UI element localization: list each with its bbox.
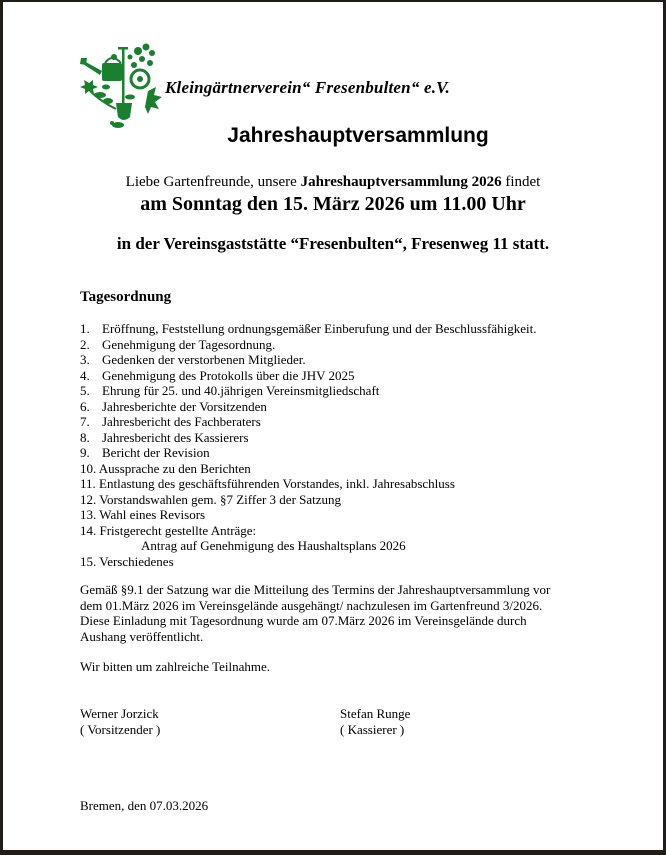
agenda-item [80, 399, 536, 415]
agenda-text: Bericht der Revision [102, 445, 210, 460]
closing-line: Wir bitten um zahlreiche Teilnahme. [80, 659, 271, 674]
agenda-text: Jahresberichte der Vorsitzenden [102, 398, 267, 414]
agenda-text: Genehmigung des Protokolls über die JHV 2025 [102, 367, 355, 383]
signer-name: Stefan Runge [340, 706, 411, 721]
agenda-number: 13. [80, 507, 97, 522]
agenda-number: 1. [80, 321, 90, 336]
agenda-text: Jahresbericht des Fachberaters [102, 414, 261, 429]
agenda-item [80, 383, 536, 399]
agenda-list [80, 321, 536, 569]
agenda-item [80, 492, 536, 508]
signer-role: ( Kassierer ) [340, 721, 405, 737]
page-title: Jahreshauptversammlung [227, 124, 489, 147]
agenda-item [80, 321, 536, 337]
agenda-item [80, 337, 536, 353]
agenda-number: 3. [80, 352, 90, 367]
agenda-number: 15. [80, 553, 97, 569]
agenda-sub-item: Antrag auf Genehmigung des Haushaltsplans 2026 [141, 538, 406, 553]
agenda-item [80, 352, 536, 368]
agenda-item [80, 445, 536, 461]
agenda-item [80, 414, 536, 430]
place-date: Bremen, den 07.03.2026 [80, 798, 209, 813]
agenda-number: 7. [80, 414, 90, 429]
agenda-number: 9. [80, 445, 90, 460]
signature-treasurer [340, 706, 410, 737]
intro-line [3, 174, 663, 191]
agenda-text: Wahl eines Revisors [99, 507, 206, 522]
document-page [3, 2, 663, 850]
agenda-item [80, 523, 536, 539]
agenda-heading: Tagesordnung [80, 289, 172, 305]
agenda-number: 11. [80, 476, 96, 491]
agenda-text: Genehmigung der Tagesordnung. [102, 336, 276, 352]
agenda-number: 8. [80, 429, 90, 445]
agenda-item [80, 430, 536, 446]
agenda-item [80, 476, 536, 492]
notice-paragraph [80, 582, 600, 644]
notice-line: dem 01.März 2026 im Vereinsgelände ausgehängt/ nachzulesen im Gartenfreund 3/2026. [80, 597, 543, 613]
agenda-item [80, 507, 536, 523]
agenda-number: 12. [80, 491, 97, 507]
agenda-number: 2. [80, 336, 90, 352]
intro-text-after: findet [501, 174, 541, 190]
intro-text-before: Liebe Gartenfreunde, unsere [125, 174, 301, 190]
agenda-text: Jahresbericht des Kassierers [102, 429, 249, 445]
agenda-number: 10. [80, 460, 97, 476]
agenda-item [80, 461, 536, 477]
meeting-venue: in der Vereinsgaststätte “Fresenbulten“, Fresenweg 11 statt. [116, 234, 550, 253]
agenda-text: Gedenken der verstorbenen Mitglieder. [102, 352, 306, 367]
agenda-item [80, 368, 536, 384]
notice-line: Diese Einladung mit Tagesordnung wurde am 07.März 2026 im Vereinsgelände durch [80, 613, 527, 628]
agenda-text: Aussprache zu den Berichten [98, 460, 251, 476]
agenda-number: 4. [80, 367, 90, 383]
club-name: Kleingärtnerverein“ Fresenbulten“ e.V. [165, 78, 450, 97]
agenda-number: 5. [80, 383, 90, 398]
agenda-text: Eröffnung, Feststellung ordnungsgemäßer Einberufung und der Beschlussfähigkeit. [102, 321, 537, 336]
agenda-text: Vorstandswahlen gem. §7 Ziffer 3 der Satzung [99, 491, 342, 507]
intro-text-bold: Jahreshauptversammlung 2026 [300, 174, 502, 190]
notice-line: Aushang veröffentlicht. [80, 628, 204, 644]
agenda-number: 6. [80, 398, 90, 414]
agenda-text: Fristgerecht gestellte Anträge: [99, 522, 257, 538]
agenda-text: Ehrung für 25. und 40.jährigen Vereinsmitgliedschaft [102, 383, 380, 398]
signature-chairman [80, 706, 160, 737]
signer-role: ( Vorsitzender ) [80, 721, 161, 737]
signer-name: Werner Jorzick [80, 706, 159, 721]
agenda-item [80, 554, 536, 570]
meeting-date: am Sonntag den 15. März 2026 um 11.00 Uhr [140, 193, 526, 215]
notice-line: Gemäß §9.1 der Satzung war die Mitteilung des Termins der Jahreshauptversammlung vor [80, 582, 551, 597]
agenda-text: Entlastung des geschäftsführenden Vorstandes, inkl. Jahresabschluss [99, 476, 455, 491]
agenda-number: 14. [80, 522, 97, 538]
garden-logo-icon [78, 39, 166, 131]
agenda-text: Verschiedenes [99, 553, 174, 569]
